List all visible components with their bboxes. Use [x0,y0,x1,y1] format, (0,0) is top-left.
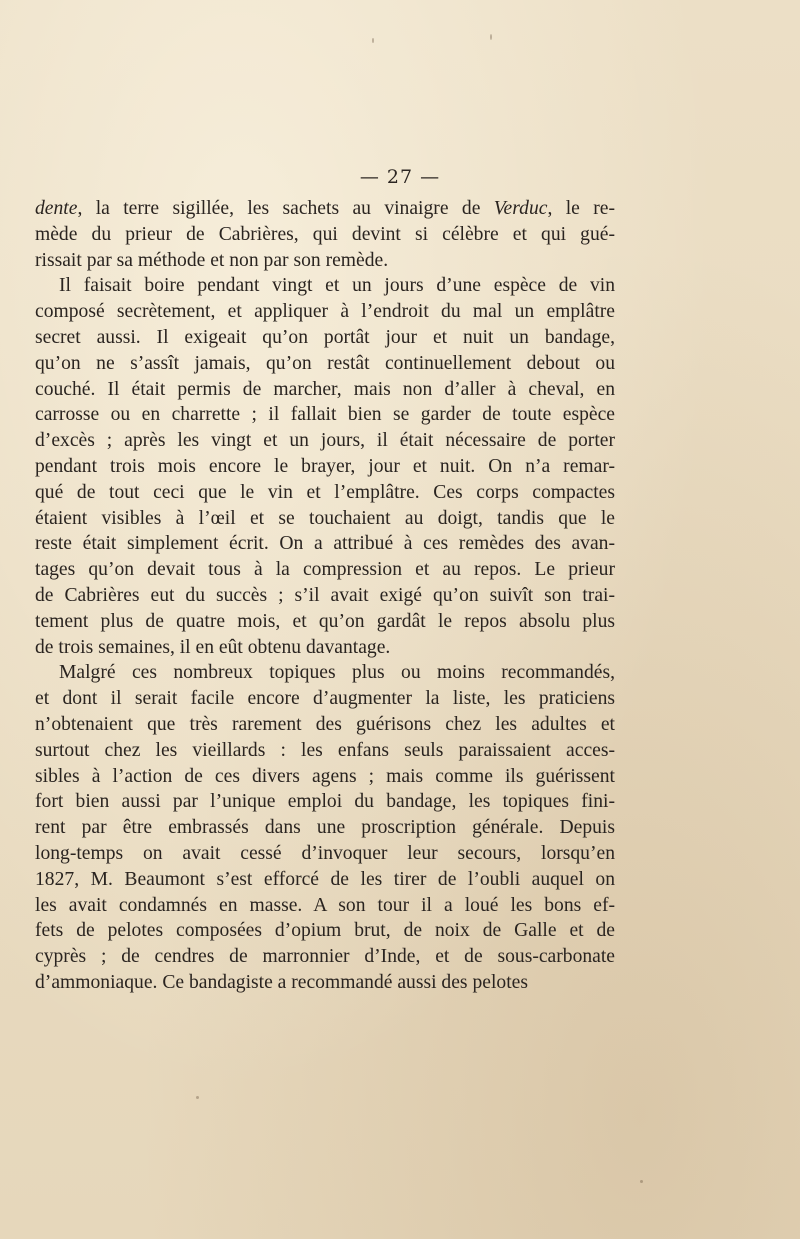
text-line: sibles à l’action de ces divers agens ; mais comme ils guérissent [35,765,615,787]
text-line: n’obtenaient que très rarement des guérisons chez les adultes et [35,713,615,735]
text-line: étaient visibles à l’œil et se touchaient au doigt, tandis que le [35,507,615,529]
text-line [35,196,615,222]
text-run: , la terre sigillée, les sachets au vinaigre de [77,198,494,219]
italic-word: dente [35,198,78,219]
paper-speck [490,34,492,40]
page-number: — 27 — [359,166,441,188]
paper-speck [640,1180,643,1183]
text-line: couché. Il était permis de marcher, mais non d’aller à cheval, en [35,378,615,400]
paragraph-3 [35,660,615,995]
italic-name: Verduc [493,198,548,219]
text-line: fort bien aussi par l’unique emploi du bandage, les topiques fini- [35,791,615,813]
text-line: tement plus de quatre mois, et qu’on gardât le repos absolu plus [35,610,615,632]
text-line: qu’on ne s’assît jamais, qu’on restât continuellement debout ou [35,352,615,374]
text-line: rissait par sa méthode et non par son remède. [35,249,389,271]
text-line: surtout chez les vieillards : les enfans seuls paraissaient acces- [35,739,615,761]
text-line: Malgré ces nombreux topiques plus ou moins recommandés, [59,662,615,684]
text-line: carrosse ou en charrette ; il fallait bien se garder de toute espèce [35,404,615,426]
text-line: de trois semaines, il en eût obtenu davantage. [35,636,391,658]
paragraph-1 [35,196,615,273]
text-line: d’ammoniaque. Ce bandagiste a recommandé aussi des pelotes [35,971,528,993]
text-line: tages qu’on devait tous à la compression et au repos. Le prieur [35,559,615,581]
text-line: qué de tout ceci que le vin et l’emplâtre. Ces corps compactes [35,481,615,503]
text-line: mède du prieur de Cabrières, qui devint si célèbre et qui gué- [35,223,615,245]
paper-speck [196,1096,199,1099]
text-line: secret aussi. Il exigeait qu’on portât jour et nuit un bandage, [35,326,615,348]
text-run: , le re- [547,198,615,219]
text-line: pendant trois mois encore le brayer, jour et nuit. On n’a remar- [35,455,615,477]
text-line: de Cabrières eut du succès ; s’il avait exigé qu’on suivît son trai- [35,584,615,606]
text-line: 1827, M. Beaumont s’est efforcé de les tirer de l’oubli auquel on [35,868,615,890]
text-line: cyprès ; de cendres de marronnier d’Inde, et de sous-carbonate [35,946,615,968]
body-text [35,196,615,996]
paper-speck [372,38,374,43]
text-line: reste était simplement écrit. On a attribué à ces remèdes des avan- [35,533,615,555]
text-line: les avait condamnés en masse. A son tour il a loué les bons ef- [35,894,615,916]
text-line: fets de pelotes composées d’opium brut, de noix de Galle et de [35,920,615,942]
text-line: et dont il serait facile encore d’augmenter la liste, les praticiens [35,688,615,710]
text-line: Il faisait boire pendant vingt et un jours d’une espèce de vin [59,275,615,297]
text-line: rent par être embrassés dans une proscription générale. Depuis [35,817,615,839]
text-line: d’excès ; après les vingt et un jours, il était nécessaire de porter [35,430,615,452]
paragraph-2 [35,273,615,660]
text-line: composé secrètement, et appliquer à l’endroit du mal un emplâtre [35,301,615,323]
text-line: long-temps on avait cessé d’invoquer leur secours, lorsqu’en [35,842,615,864]
